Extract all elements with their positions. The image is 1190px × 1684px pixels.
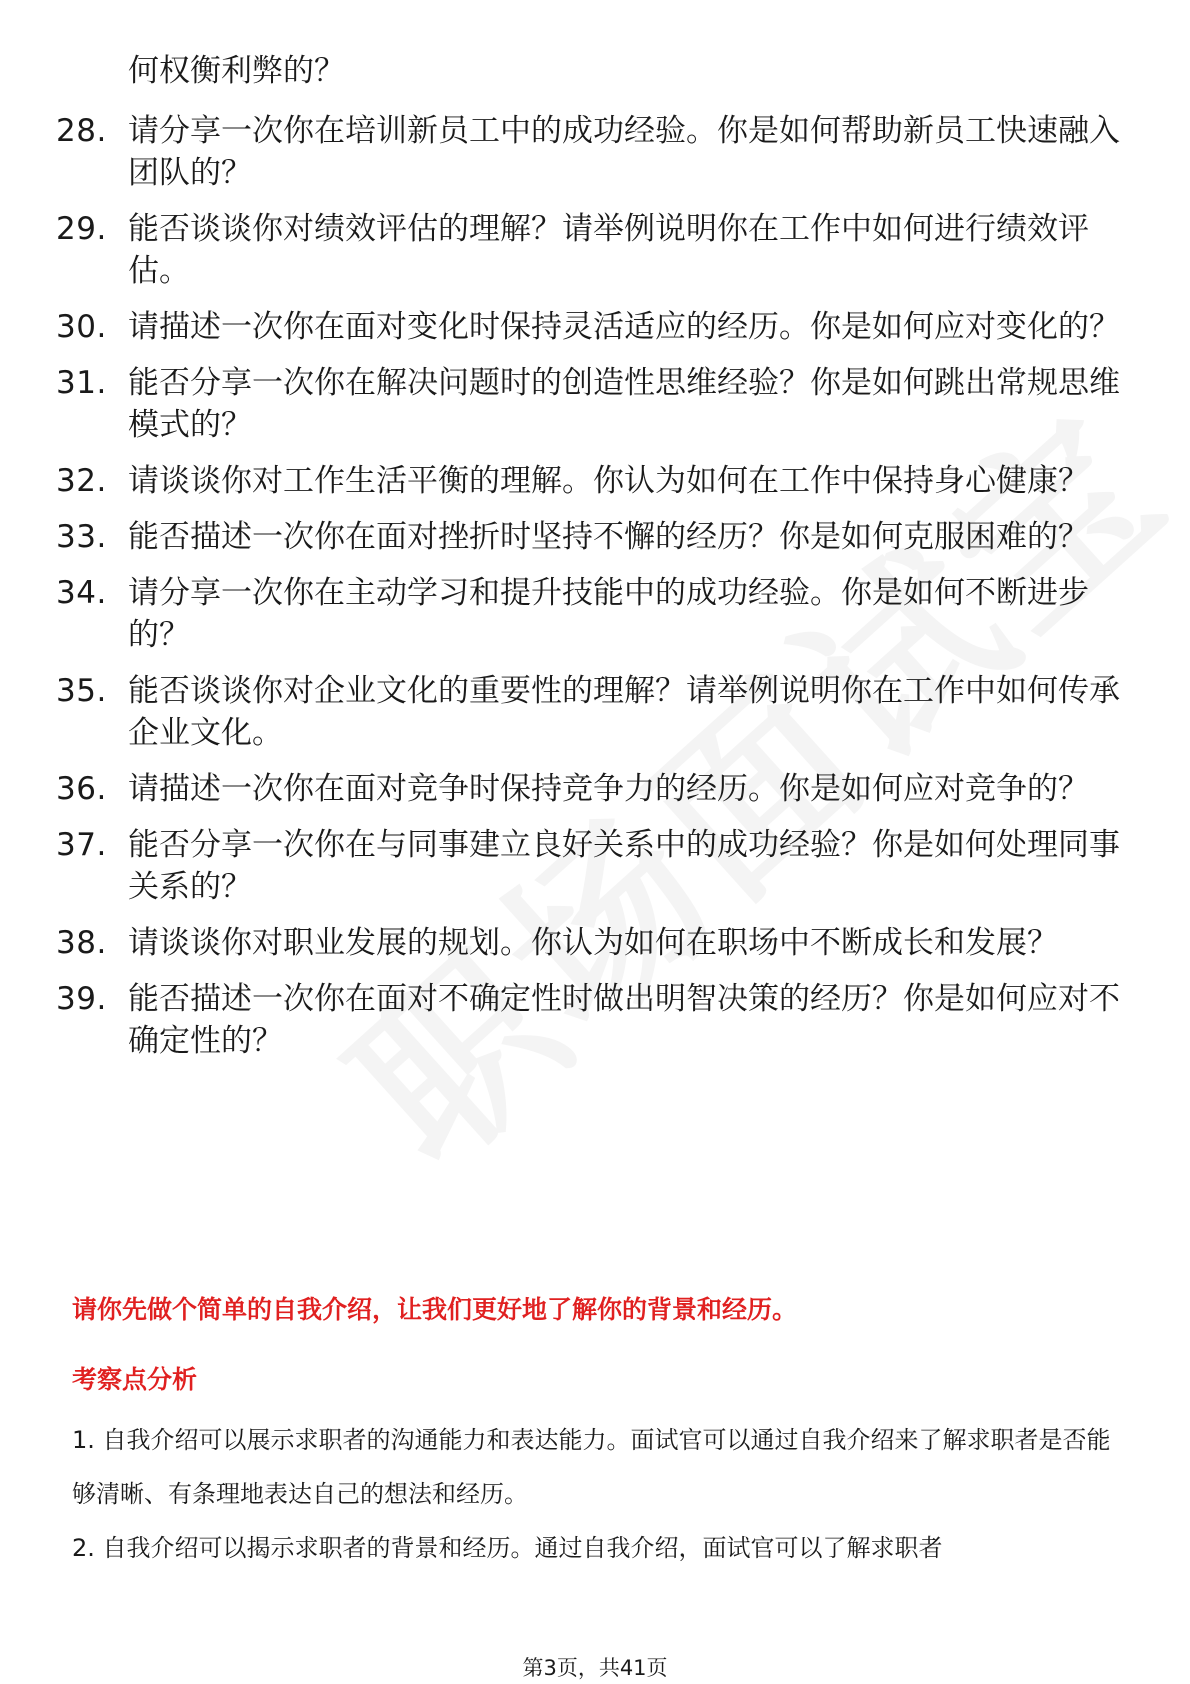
analysis-body <box>72 1413 1132 1575</box>
question-text: 请分享一次你在主动学习和提升技能中的成功经验。你是如何不断进步的？ <box>128 575 1089 653</box>
question-continuation: 何权衡利弊的？ <box>128 53 345 89</box>
question-number: 29. <box>56 211 107 247</box>
question-text: 能否谈谈你对绩效评估的理解？请举例说明你在工作中如何进行绩效评估。 <box>128 211 1089 289</box>
question-number: 36. <box>56 771 107 807</box>
question-number: 37. <box>56 827 107 863</box>
question-item <box>56 572 1136 656</box>
question-text: 请描述一次你在面对竞争时保持竞争力的经历。你是如何应对竞争的？ <box>128 771 1089 807</box>
question-text: 能否谈谈你对企业文化的重要性的理解？请举例说明你在工作中如何传承企业文化。 <box>128 673 1120 751</box>
analysis-point: 2. 自我介绍可以揭示求职者的背景和经历。通过自我介绍，面试官可以了解求职者 <box>72 1534 943 1562</box>
question-item <box>56 110 1136 194</box>
question-item <box>56 306 1136 348</box>
question-item <box>56 208 1136 292</box>
analysis-heading: 考察点分析 <box>72 1365 198 1394</box>
question-text: 能否分享一次你在解决问题时的创造性思维经验？你是如何跳出常规思维模式的？ <box>128 365 1120 443</box>
question-text: 请谈谈你对职业发展的规划。你认为如何在职场中不断成长和发展？ <box>128 925 1058 961</box>
highlight-question: 请你先做个简单的自我介绍，让我们更好地了解你的背景和经历。 <box>72 1295 798 1324</box>
question-number: 32. <box>56 463 107 499</box>
question-text: 能否描述一次你在面对挫折时坚持不懈的经历？你是如何克服困难的？ <box>128 519 1089 555</box>
question-text: 请描述一次你在面对变化时保持灵活适应的经历。你是如何应对变化的？ <box>128 309 1120 345</box>
question-item <box>56 460 1136 502</box>
analysis-point: 1. 自我介绍可以展示求职者的沟通能力和表达能力。面试官可以通过自我介绍来了解求职者是否能够清晰、有条理地表达自己的想法和经历。 <box>72 1426 1111 1508</box>
question-item <box>56 922 1136 964</box>
question-item <box>56 824 1136 908</box>
question-number: 39. <box>56 981 107 1017</box>
question-number: 38. <box>56 925 107 961</box>
question-item <box>56 362 1136 446</box>
question-item <box>56 768 1136 810</box>
question-number: 28. <box>56 113 107 149</box>
page-footer: 第3页，共41页 <box>522 1656 668 1680</box>
question-number: 35. <box>56 673 107 709</box>
question-text: 能否分享一次你在与同事建立良好关系中的成功经验？你是如何处理同事关系的？ <box>128 827 1120 905</box>
question-list <box>56 50 1136 1062</box>
question-text: 请分享一次你在培训新员工中的成功经验。你是如何帮助新员工快速融入团队的？ <box>128 113 1120 191</box>
question-item <box>56 516 1136 558</box>
question-number: 33. <box>56 519 107 555</box>
question-number: 30. <box>56 309 107 345</box>
question-number: 34. <box>56 575 107 611</box>
question-item <box>56 978 1136 1062</box>
question-text: 能否描述一次你在面对不确定性时做出明智决策的经历？你是如何应对不确定性的？ <box>128 981 1120 1059</box>
question-text: 请谈谈你对工作生活平衡的理解。你认为如何在工作中保持身心健康？ <box>128 463 1089 499</box>
question-number: 31. <box>56 365 107 401</box>
question-item <box>56 670 1136 754</box>
